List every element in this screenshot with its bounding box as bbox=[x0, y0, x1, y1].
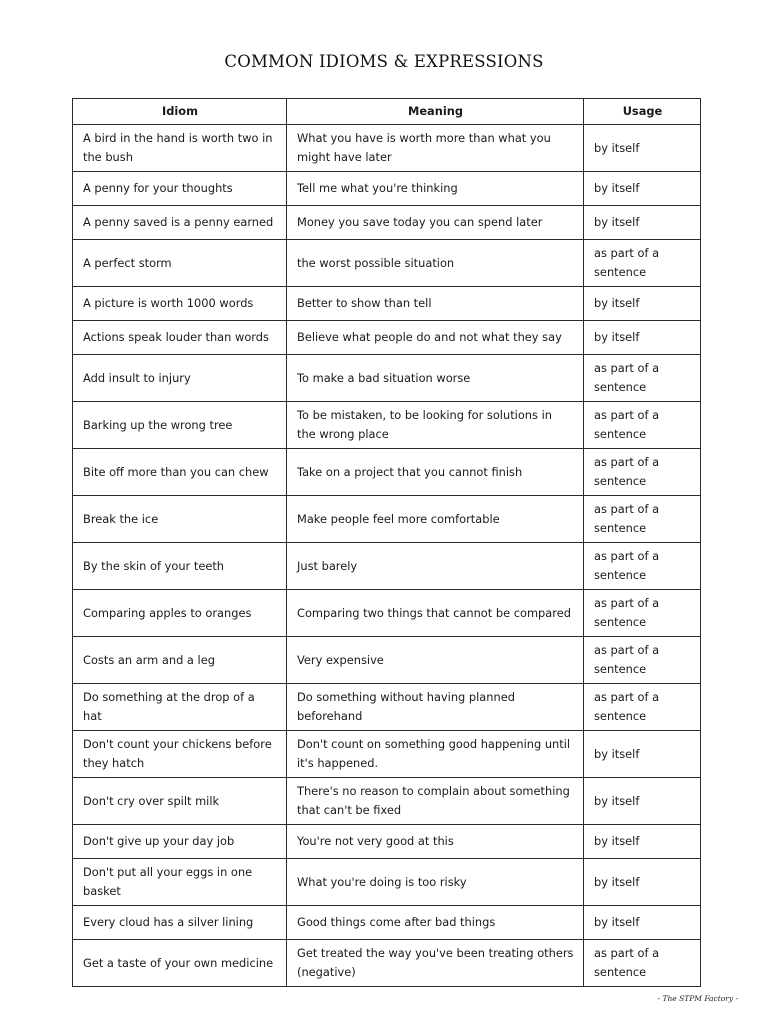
usage-cell: by itself bbox=[584, 125, 701, 172]
meaning-cell: To make a bad situation worse bbox=[287, 355, 584, 402]
table-row bbox=[73, 449, 701, 496]
page-title: COMMON IDIOMS & EXPRESSIONS bbox=[224, 52, 544, 71]
table-row bbox=[73, 287, 701, 321]
meaning-cell: Good things come after bad things bbox=[287, 906, 584, 940]
usage-cell: as part of a sentence bbox=[584, 940, 701, 987]
idiom-cell: Comparing apples to oranges bbox=[73, 590, 287, 637]
table-row bbox=[73, 940, 701, 987]
meaning-cell: Do something without having planned beforehand bbox=[287, 684, 584, 731]
usage-cell: as part of a sentence bbox=[584, 496, 701, 543]
meaning-cell: You're not very good at this bbox=[287, 825, 584, 859]
meaning-cell: Just barely bbox=[287, 543, 584, 590]
idiom-cell: Barking up the wrong tree bbox=[73, 402, 287, 449]
column-header-usage: Usage bbox=[584, 99, 701, 125]
table-row bbox=[73, 859, 701, 906]
idiom-cell: A perfect storm bbox=[73, 240, 287, 287]
meaning-cell: the worst possible situation bbox=[287, 240, 584, 287]
table-row bbox=[73, 906, 701, 940]
usage-cell: as part of a sentence bbox=[584, 684, 701, 731]
table-row bbox=[73, 684, 701, 731]
usage-cell: by itself bbox=[584, 321, 701, 355]
usage-cell: as part of a sentence bbox=[584, 449, 701, 496]
meaning-cell: Make people feel more comfortable bbox=[287, 496, 584, 543]
table-row bbox=[73, 240, 701, 287]
table-row bbox=[73, 731, 701, 778]
meaning-cell: Believe what people do and not what they say bbox=[287, 321, 584, 355]
usage-cell: by itself bbox=[584, 778, 701, 825]
table-row bbox=[73, 125, 701, 172]
idiom-cell: Don't count your chickens before they hatch bbox=[73, 731, 287, 778]
usage-cell: as part of a sentence bbox=[584, 355, 701, 402]
idioms-table bbox=[72, 98, 701, 987]
meaning-cell: Don't count on something good happening until it's happened. bbox=[287, 731, 584, 778]
idiom-cell: Do something at the drop of a hat bbox=[73, 684, 287, 731]
usage-cell: by itself bbox=[584, 172, 701, 206]
idiom-cell: Don't give up your day job bbox=[73, 825, 287, 859]
meaning-cell: Very expensive bbox=[287, 637, 584, 684]
usage-cell: by itself bbox=[584, 731, 701, 778]
column-header-idiom: Idiom bbox=[73, 99, 287, 125]
idiom-cell: A bird in the hand is worth two in the bush bbox=[73, 125, 287, 172]
usage-cell: as part of a sentence bbox=[584, 543, 701, 590]
usage-cell: as part of a sentence bbox=[584, 240, 701, 287]
idiom-cell: By the skin of your teeth bbox=[73, 543, 287, 590]
footer-credit: - The STPM Factory - bbox=[657, 994, 738, 1003]
usage-cell: as part of a sentence bbox=[584, 637, 701, 684]
usage-cell: by itself bbox=[584, 825, 701, 859]
meaning-cell: To be mistaken, to be looking for solutions in the wrong place bbox=[287, 402, 584, 449]
idiom-cell: A penny for your thoughts bbox=[73, 172, 287, 206]
table-row bbox=[73, 543, 701, 590]
meaning-cell: Tell me what you're thinking bbox=[287, 172, 584, 206]
idiom-cell: Actions speak louder than words bbox=[73, 321, 287, 355]
table-row bbox=[73, 402, 701, 449]
meaning-cell: There's no reason to complain about something that can't be fixed bbox=[287, 778, 584, 825]
table-row bbox=[73, 496, 701, 543]
table-body bbox=[73, 125, 701, 987]
idiom-cell: Every cloud has a silver lining bbox=[73, 906, 287, 940]
table-row bbox=[73, 778, 701, 825]
table-row bbox=[73, 590, 701, 637]
table-row bbox=[73, 172, 701, 206]
idiom-cell: A picture is worth 1000 words bbox=[73, 287, 287, 321]
meaning-cell: Take on a project that you cannot finish bbox=[287, 449, 584, 496]
idiom-cell: Don't cry over spilt milk bbox=[73, 778, 287, 825]
idiom-cell: Get a taste of your own medicine bbox=[73, 940, 287, 987]
idiom-cell: Break the ice bbox=[73, 496, 287, 543]
usage-cell: by itself bbox=[584, 859, 701, 906]
usage-cell: as part of a sentence bbox=[584, 402, 701, 449]
table-header-row bbox=[73, 99, 701, 125]
usage-cell: by itself bbox=[584, 206, 701, 240]
meaning-cell: What you have is worth more than what you might have later bbox=[287, 125, 584, 172]
column-header-meaning: Meaning bbox=[287, 99, 584, 125]
table-row bbox=[73, 206, 701, 240]
meaning-cell: Get treated the way you've been treating others (negative) bbox=[287, 940, 584, 987]
usage-cell: by itself bbox=[584, 287, 701, 321]
idiom-cell: Costs an arm and a leg bbox=[73, 637, 287, 684]
table-row bbox=[73, 637, 701, 684]
idiom-cell: Add insult to injury bbox=[73, 355, 287, 402]
meaning-cell: What you're doing is too risky bbox=[287, 859, 584, 906]
meaning-cell: Money you save today you can spend later bbox=[287, 206, 584, 240]
idiom-cell: Bite off more than you can chew bbox=[73, 449, 287, 496]
idiom-cell: A penny saved is a penny earned bbox=[73, 206, 287, 240]
table-row bbox=[73, 825, 701, 859]
table-row bbox=[73, 355, 701, 402]
usage-cell: by itself bbox=[584, 906, 701, 940]
idiom-cell: Don't put all your eggs in one basket bbox=[73, 859, 287, 906]
table-row bbox=[73, 321, 701, 355]
meaning-cell: Comparing two things that cannot be compared bbox=[287, 590, 584, 637]
usage-cell: as part of a sentence bbox=[584, 590, 701, 637]
meaning-cell: Better to show than tell bbox=[287, 287, 584, 321]
